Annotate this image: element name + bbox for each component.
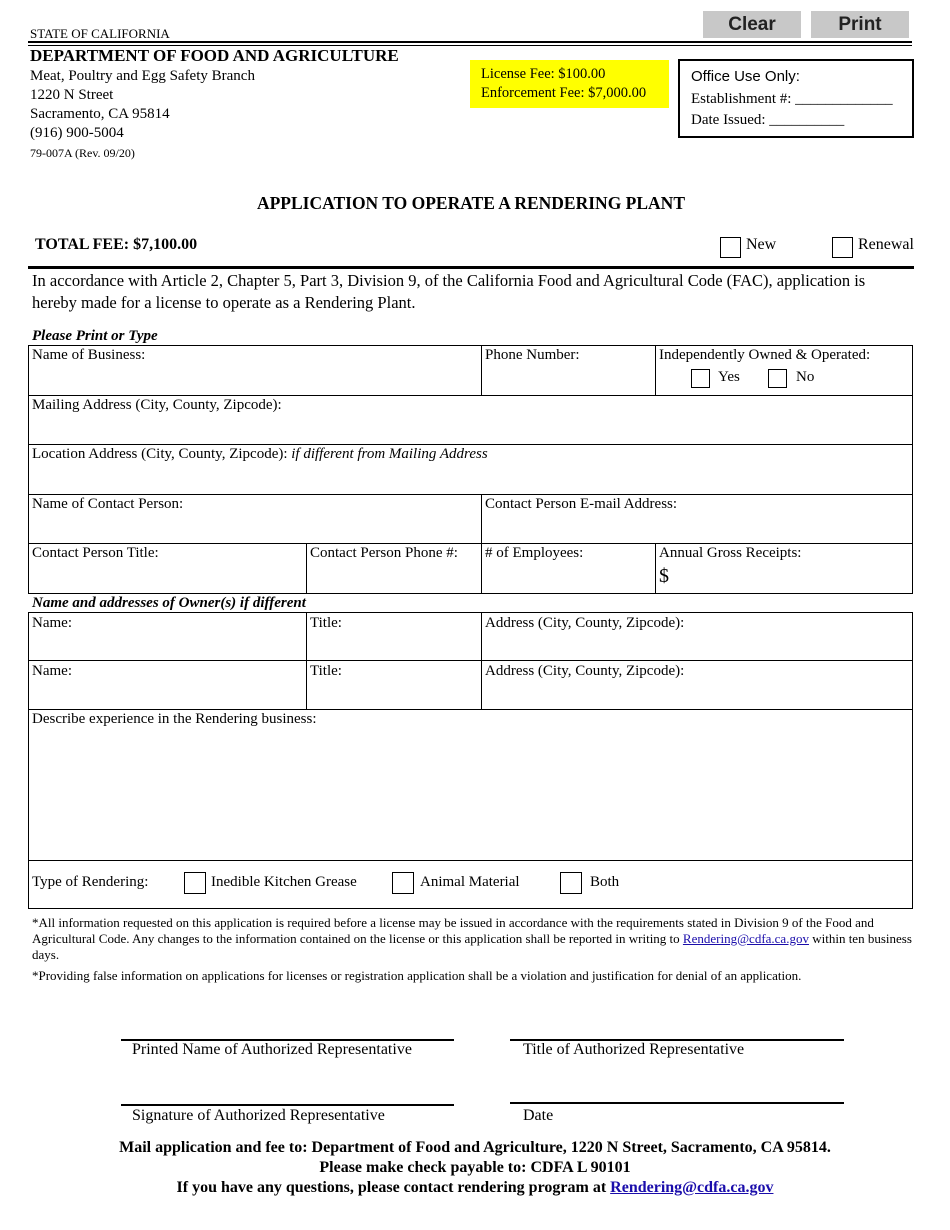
employees-field[interactable]: # of Employees: xyxy=(485,545,584,561)
col-divider xyxy=(481,345,482,395)
dollar-sign: $ xyxy=(659,565,669,587)
branch-phone: (916) 900-5004 xyxy=(30,125,124,141)
contact-name-field[interactable]: Name of Contact Person: xyxy=(32,496,184,512)
city-address: Sacramento, CA 95814 xyxy=(30,106,170,122)
print-button[interactable]: Print xyxy=(811,11,909,38)
office-use-box xyxy=(678,59,914,138)
independent-yes-checkbox[interactable] xyxy=(691,369,710,388)
location-address-note: if different from Mailing Address xyxy=(291,446,488,462)
contact-phone-field[interactable]: Contact Person Phone #: xyxy=(310,545,458,561)
experience-field[interactable]: Describe experience in the Rendering business: xyxy=(32,711,317,727)
owner-name-field-2[interactable]: Name: xyxy=(32,663,72,679)
owner-address-field-1[interactable]: Address (City, County, Zipcode): xyxy=(485,615,685,631)
state-label: STATE OF CALIFORNIA xyxy=(30,26,170,41)
owners-heading: Name and addresses of Owner(s) if different xyxy=(32,595,306,611)
animal-material-checkbox[interactable] xyxy=(392,872,414,894)
col-divider xyxy=(655,345,656,395)
owner-address-field-2[interactable]: Address (City, County, Zipcode): xyxy=(485,663,685,679)
col-divider xyxy=(306,612,307,709)
animal-material-label: Animal Material xyxy=(420,874,520,890)
fee-box xyxy=(470,60,669,108)
grease-label: Inedible Kitchen Grease xyxy=(211,874,357,890)
location-address-field[interactable] xyxy=(32,446,488,463)
no-label: No xyxy=(796,369,815,385)
phone-number-field[interactable]: Phone Number: xyxy=(485,347,580,363)
row-divider xyxy=(28,660,913,661)
form-id: 79-007A (Rev. 09/20) xyxy=(30,146,135,160)
title-rule xyxy=(28,266,914,269)
form-title: APPLICATION TO OPERATE A RENDERING PLANT xyxy=(256,193,685,213)
requirements-note-text: *All information requested on this application is required before a license may be issued in accordance with the requirements stated in Division 9 of the Food and Agricultural Code. Any changes to the information contained on the license or this application shall be reported in writing to xyxy=(32,915,874,946)
row-divider xyxy=(28,444,913,445)
street-address: 1220 N Street xyxy=(30,87,114,103)
grease-checkbox[interactable] xyxy=(184,872,206,894)
row-divider xyxy=(28,395,913,396)
row-divider xyxy=(28,860,913,861)
date-issued: Date Issued: __________ xyxy=(691,112,845,128)
business-name-field[interactable]: Name of Business: xyxy=(32,347,146,363)
mail-instructions: Mail application and fee to: Department of Food and Agriculture, 1220 N Street, Sacramento, CA 95814. xyxy=(119,1139,831,1156)
questions-text: If you have any questions, please contact rendering program at xyxy=(176,1179,611,1196)
branch-name: Meat, Poultry and Egg Safety Branch xyxy=(30,68,255,84)
establishment-number: Establishment #: _____________ xyxy=(691,91,893,107)
requirements-note-end: within ten business days. xyxy=(32,931,912,962)
renewal-label: Renewal xyxy=(858,236,914,253)
rep-title-label: Title of Authorized Representative xyxy=(523,1041,745,1058)
owner-name-field-1[interactable]: Name: xyxy=(32,615,72,631)
rendering-type-label: Type of Rendering: xyxy=(32,874,149,890)
questions-line xyxy=(0,1179,950,1197)
contact-email-field[interactable]: Contact Person E-mail Address: xyxy=(485,496,678,512)
clear-button[interactable]: Clear xyxy=(703,11,801,38)
signature-label: Signature of Authorized Representative xyxy=(132,1107,385,1124)
header-rule xyxy=(28,41,912,43)
total-fee: TOTAL FEE: $7,100.00 xyxy=(35,236,198,253)
new-label: New xyxy=(746,236,777,253)
office-use-title: Office Use Only: xyxy=(691,68,800,85)
location-address-label: Location Address (City, County, Zipcode): xyxy=(32,446,292,462)
independent-no-checkbox[interactable] xyxy=(768,369,787,388)
requirements-note xyxy=(32,915,912,963)
row-divider xyxy=(28,709,913,710)
signature-line[interactable] xyxy=(121,1104,454,1106)
rendering-email-link[interactable]: Rendering@cdfa.ca.gov xyxy=(682,931,809,946)
owner-title-field-1[interactable]: Title: xyxy=(310,615,342,631)
owner-title-field-2[interactable]: Title: xyxy=(310,663,342,679)
intro-text: In accordance with Article 2, Chapter 5, Part 3, Division 9, of the California Food and Agricultural Code (FAC), application is hereby made for a license to operate as a Rendering Plant. xyxy=(32,271,866,312)
both-checkbox[interactable] xyxy=(560,872,582,894)
department-name: DEPARTMENT OF FOOD AND AGRICULTURE xyxy=(30,46,399,65)
both-label: Both xyxy=(590,874,620,890)
gross-receipts-field[interactable]: Annual Gross Receipts: xyxy=(659,545,802,561)
yes-label: Yes xyxy=(718,369,740,385)
print-note: Please Print or Type xyxy=(32,328,158,344)
independent-label: Independently Owned & Operated: xyxy=(659,347,871,363)
row-divider xyxy=(28,494,913,495)
col-divider xyxy=(481,612,482,709)
owners-form xyxy=(28,612,913,909)
date-line[interactable] xyxy=(510,1102,844,1104)
col-divider xyxy=(306,543,307,594)
renewal-checkbox[interactable] xyxy=(832,237,853,258)
mailing-address-field[interactable]: Mailing Address (City, County, Zipcode): xyxy=(32,397,282,413)
col-divider xyxy=(655,543,656,594)
row-divider xyxy=(28,543,913,544)
contact-title-field[interactable]: Contact Person Title: xyxy=(32,545,159,561)
enforcement-fee: Enforcement Fee: $7,000.00 xyxy=(481,85,647,101)
col-divider xyxy=(481,494,482,594)
date-label: Date xyxy=(523,1107,554,1124)
check-instructions: Please make check payable to: CDFA L 90101 xyxy=(319,1159,631,1176)
license-fee: License Fee: $100.00 xyxy=(481,66,606,82)
printed-name-label: Printed Name of Authorized Representative xyxy=(132,1041,412,1058)
new-checkbox[interactable] xyxy=(720,237,741,258)
footer-email-link[interactable]: Rendering@cdfa.ca.gov xyxy=(610,1179,774,1196)
false-info-note: *Providing false information on applications for licenses or registration application shall be a violation and justification for denial of an application. xyxy=(32,968,802,983)
